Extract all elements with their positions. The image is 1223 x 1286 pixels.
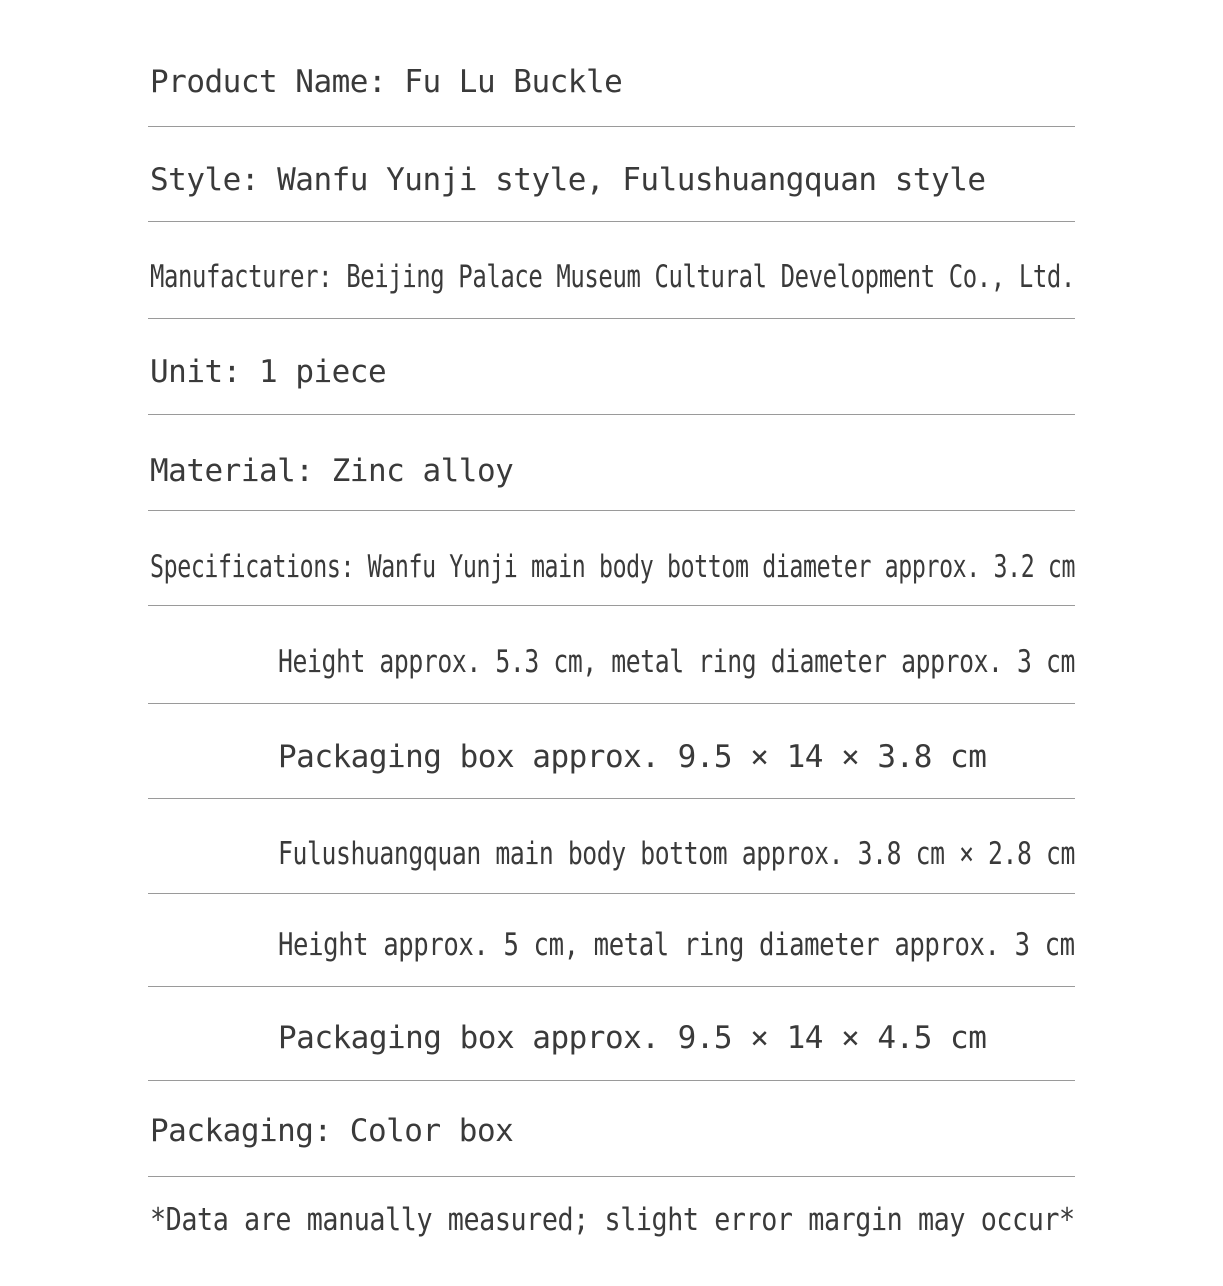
spec-row-style [150,160,1075,200]
row-divider [148,318,1075,319]
spec-row-continuation [278,737,1075,777]
spec-row-specifications [150,547,1076,587]
spec-row-packaging [150,1111,1075,1151]
row-divider [148,703,1075,704]
spec-value: Fu Lu Buckle [386,64,623,100]
row-divider [148,605,1075,606]
spec-value: Packaging box approx. 9.5 × 14 × 3.8 cm [278,739,987,775]
spec-label: Specifications: [150,549,355,585]
row-divider [148,986,1075,987]
measurement-note: *Data are manually measured; slight error margin may occur* [150,1202,1075,1238]
spec-value: 1 piece [240,354,387,390]
row-divider [148,1080,1075,1081]
spec-label: Unit: [150,354,241,390]
spec-value: Wanfu Yunji main body bottom diameter approx. 3.2 cm [354,549,1076,585]
spec-label: Packaging: [150,1113,332,1149]
spec-value: Height approx. 5.3 cm, metal ring diameter approx. 3 cm [278,644,1076,680]
row-divider [148,510,1075,511]
row-divider [148,798,1075,799]
row-divider [148,414,1075,415]
spec-row-continuation [278,1018,1075,1058]
row-divider [148,1176,1075,1177]
spec-row-continuation [278,925,1075,965]
row-divider [148,126,1075,127]
spec-row-continuation [278,834,1076,874]
row-divider [148,893,1075,894]
spec-label: Style: [150,162,259,198]
spec-value: Beijing Palace Museum Cultural Development Co., Ltd. [332,259,1075,295]
spec-value: Fulushuangquan main body bottom approx. 3.8 cm × 2.8 cm [278,836,1076,872]
row-divider [148,221,1075,222]
spec-label: Product Name: [150,64,387,100]
spec-value: Color box [331,1113,514,1149]
spec-row-product-name [150,62,1075,102]
spec-value: Wanfu Yunji style, Fulushuangquan style [258,162,986,198]
spec-value: Height approx. 5 cm, metal ring diameter approx. 3 cm [278,927,1075,963]
spec-label: Material: [150,453,314,489]
spec-row-continuation [278,642,1076,682]
spec-row-unit [150,352,1075,392]
spec-label: Manufacturer: [150,259,333,295]
spec-value: Packaging box approx. 9.5 × 14 × 4.5 cm [278,1020,987,1056]
spec-row-material [150,451,1075,491]
spec-row-manufacturer [150,257,1075,297]
spec-value: Zinc alloy [313,453,514,489]
